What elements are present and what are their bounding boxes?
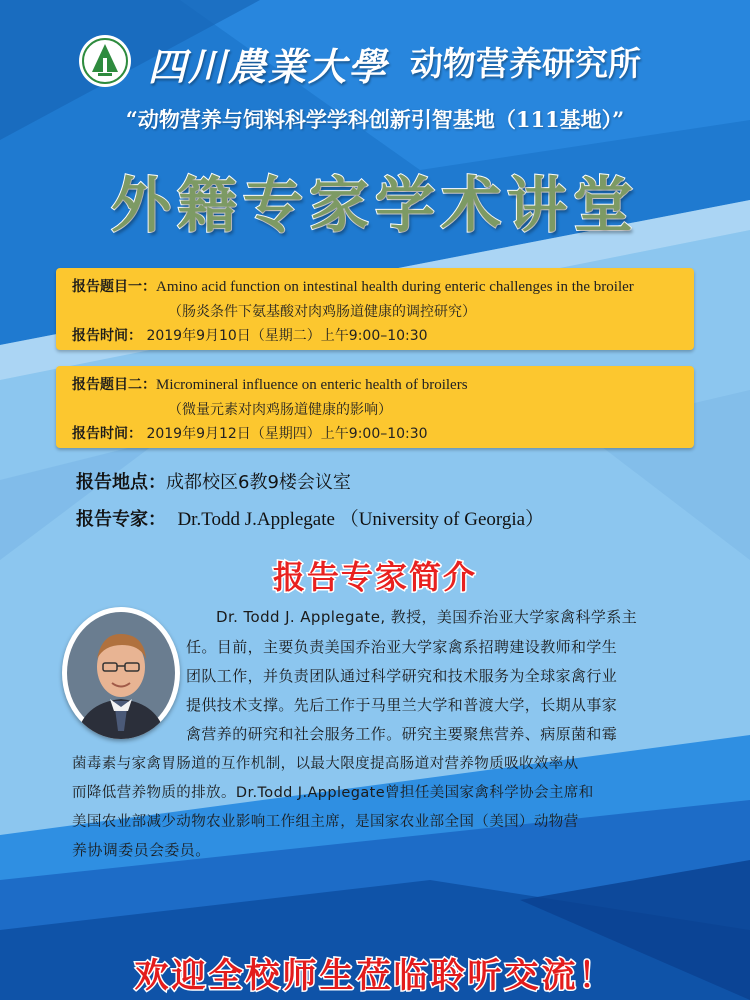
base-subtitle: “动物营养与饲料科学学科创新引智基地（111基地）”: [125, 107, 625, 132]
talk-2-time: [72, 423, 428, 443]
talk-2-topic-label: 报告题目二：: [72, 377, 156, 393]
talk-1-time-value: 2019年9月10日（星期二）上午9:00–10:30: [146, 328, 428, 344]
university-name: 四川農業大學: [148, 44, 389, 89]
talk-1-topic-en: Amino acid function on intestinal health during enteric challenges in the broiler: [156, 279, 634, 295]
talk-2-time-label: 报告时间：: [72, 426, 142, 442]
talk-card-2: [56, 366, 694, 448]
bio-line-7: 而降低营养物质的排放。Dr.Todd J.Applegate曾担任美国家禽科学协会主席和: [72, 785, 594, 801]
speaker-value: Dr.Todd J.Applegate （University of Georgia）: [177, 509, 545, 530]
talk-2-time-value: 2019年9月12日（星期四）上午9:00–10:30: [146, 426, 428, 442]
lecture-title: 外籍专家学术讲堂: [111, 171, 639, 241]
venue-label: 报告地点：: [76, 472, 166, 493]
bio-line-5: 禽营养的研究和社会服务工作。研究主要聚焦营养、病原菌和霉: [186, 725, 618, 743]
talk-1-time-label: 报告时间：: [72, 328, 142, 344]
bio-line-4: 提供技术支撑。先后工作于马里兰大学和普渡大学，长期从事家: [186, 696, 618, 714]
venue-value: 成都校区6教9楼会议室: [166, 472, 351, 493]
talk-2-topic: [72, 374, 468, 394]
talk-1-time: [72, 325, 428, 345]
bio-line-8: 美国农业部减少动物农业影响工作组主席，是国家农业部全国（美国）动物营: [72, 814, 579, 830]
bio-line-9: 养协调委员会委员。: [72, 841, 211, 859]
speaker-photo: [62, 607, 180, 739]
speaker-line: [76, 504, 544, 531]
bio-line-2: 任。目前，主要负责美国乔治亚大学家禽系招聘建设教师和学生: [186, 638, 618, 656]
talk-2-topic-cn: （微量元素对肉鸡肠道健康的影响）: [168, 402, 392, 418]
university-logo: [78, 34, 132, 88]
speaker-label: 报告专家：: [76, 509, 166, 530]
bio-heading: 报告专家简介: [272, 558, 477, 596]
talk-1-topic-cn: （肠炎条件下氨基酸对肉鸡肠道健康的调控研究）: [168, 304, 476, 320]
welcome-banner: 欢迎全校师生莅临聆听交流！: [134, 956, 616, 996]
talk-1-topic-label: 报告题目一：: [72, 279, 156, 295]
talk-2-topic-en: Micromineral influence on enteric health of broilers: [156, 377, 468, 393]
talk-1-topic: [72, 276, 634, 296]
talk-card-1: [56, 268, 694, 350]
bio-line-1: Dr. Todd J. Applegate, 教授，美国乔治亚大学家禽科学系主: [216, 608, 638, 626]
bio-line-6: 菌毒素与家禽胃肠道的互作机制，以最大限度提高肠道对营养物质吸收效率从: [72, 756, 579, 772]
institute-name: 动物营养研究所: [410, 44, 641, 83]
venue-line: [76, 468, 351, 494]
bio-line-3: 团队工作，并负责团队通过科学研究和技术服务为全球家禽行业: [186, 667, 618, 685]
